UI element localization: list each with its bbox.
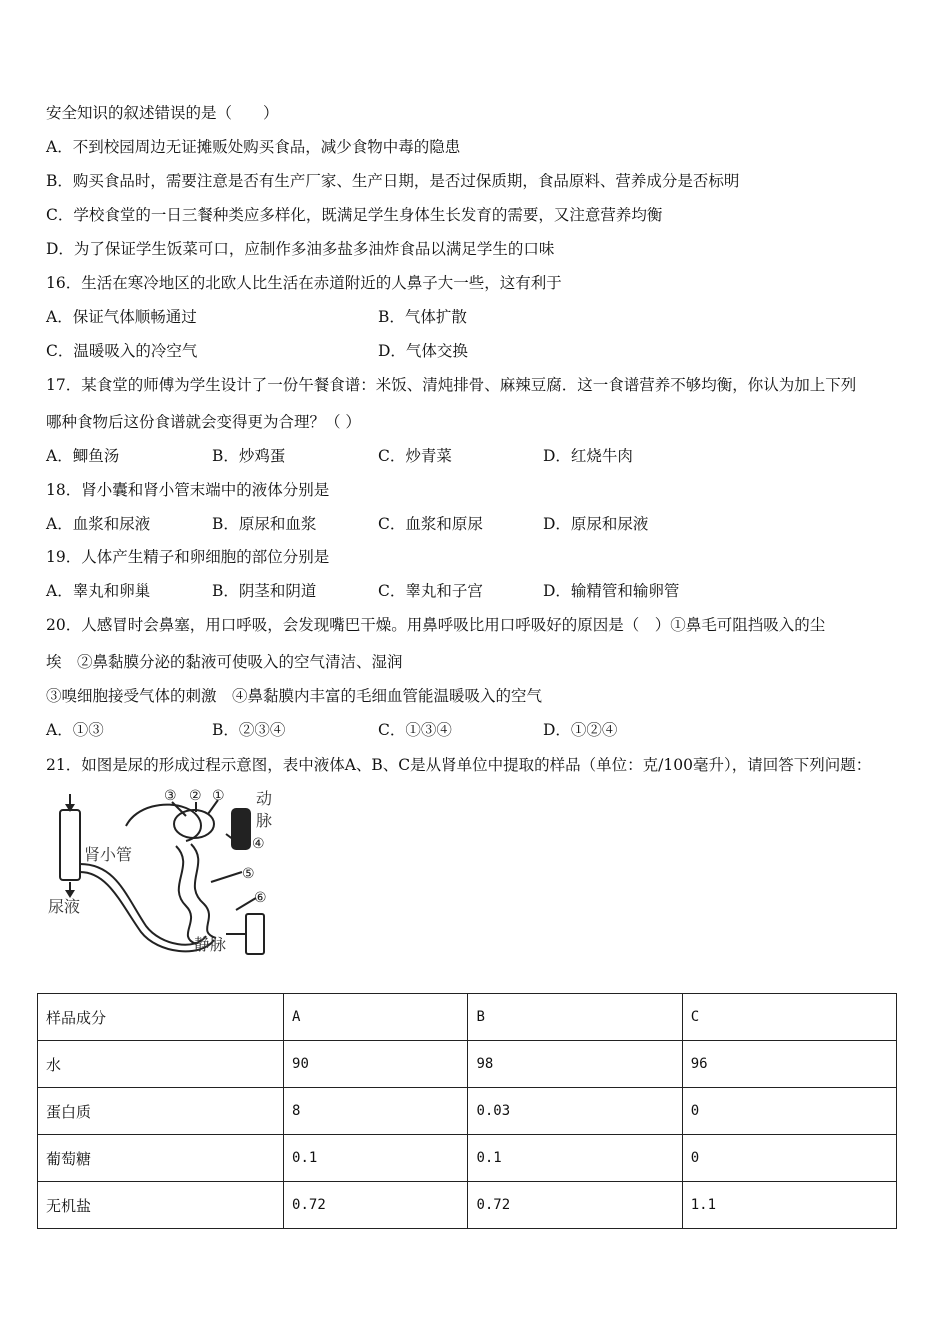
table-cell: 蛋白质 xyxy=(38,1088,284,1135)
q18-option-d: D．原尿和尿液 xyxy=(543,515,649,533)
sample-table xyxy=(37,993,897,1229)
q16-option-b: B．气体扩散 xyxy=(378,308,467,326)
vein-vessel xyxy=(246,914,264,954)
q15-option-d: D．为了保证学生饭菜可口，应制作多油多盐多油炸食品以满足学生的口味 xyxy=(46,240,555,258)
mark-1: ① xyxy=(212,788,225,804)
vein-label: 静脉 xyxy=(194,935,227,954)
q17-option-c: C．炒青菜 xyxy=(378,447,452,465)
q20-option-b: B．②③④ xyxy=(212,721,286,739)
q19-option-b: B．阴茎和阴道 xyxy=(212,582,317,600)
table-cell: 水 xyxy=(38,1041,284,1088)
table-cell: 90 xyxy=(284,1041,468,1088)
artery-label-2: 脉 xyxy=(256,811,273,830)
header-cell: A xyxy=(284,994,468,1041)
q17-stem-line1: 17．某食堂的师傅为学生设计了一份午餐食谱：米饭、清炖排骨、麻辣豆腐．这一食谱营养不够均衡，你认为加上下列 xyxy=(46,376,857,394)
header-cell: C xyxy=(682,994,896,1041)
q15-option-b: B．购买食品时，需要注意是否有生产厂家、生产日期，是否过保质期，食品原料、营养成分是否标明 xyxy=(46,172,740,190)
table-cell: 98 xyxy=(468,1041,682,1088)
mark-2: ② xyxy=(189,788,202,804)
q20-stem-line3: ③嗅细胞接受气体的刺激 ④鼻黏膜内丰富的毛细血管能温暖吸入的空气 xyxy=(46,687,543,705)
q20-stem-line2: 埃 ②鼻黏膜分泌的黏液可使吸入的空气清洁、湿润 xyxy=(46,653,403,671)
table-row xyxy=(38,1135,897,1182)
artery-vessel xyxy=(231,808,251,850)
q19-option-a: A．睾丸和卵巢 xyxy=(46,582,151,600)
table-cell: 96 xyxy=(682,1041,896,1088)
table-cell: 1.1 xyxy=(682,1182,896,1229)
mark-4: ④ xyxy=(252,836,265,852)
q17-option-a: A．鲫鱼汤 xyxy=(46,447,120,465)
q17-stem-line2: 哪种食物后这份食谱就会变得更为合理？（ ） xyxy=(46,413,361,431)
table-cell: 8 xyxy=(284,1088,468,1135)
table-cell: 0.72 xyxy=(284,1182,468,1229)
q18-stem: 18．肾小囊和肾小管末端中的液体分别是 xyxy=(46,481,330,499)
capillary-network xyxy=(176,846,196,944)
q18-option-c: C．血浆和原尿 xyxy=(378,515,483,533)
q20-option-c: C．①③④ xyxy=(378,721,452,739)
table-cell: 0.72 xyxy=(468,1182,682,1229)
mark-5: ⑤ xyxy=(242,866,255,882)
header-cell: 样品成分 xyxy=(38,994,284,1041)
q16-stem: 16．生活在寒冷地区的北欧人比生活在赤道附近的人鼻子大一些，这有利于 xyxy=(46,274,562,292)
q16-option-a: A．保证气体顺畅通过 xyxy=(46,308,197,326)
table-cell: 葡萄糖 xyxy=(38,1135,284,1182)
q18-option-b: B．原尿和血浆 xyxy=(212,515,317,533)
table-row xyxy=(38,1088,897,1135)
q15-stem: 安全知识的叙述错误的是（ ） xyxy=(46,104,279,122)
q16-option-d: D．气体交换 xyxy=(378,342,468,360)
q17-option-b: B．炒鸡蛋 xyxy=(212,447,286,465)
urine-label: 尿液 xyxy=(48,897,81,916)
table-row xyxy=(38,1041,897,1088)
q17-option-d: D．红烧牛肉 xyxy=(543,447,633,465)
q20-stem-line1: 20．人感冒时会鼻塞，用口呼吸，会发现嘴巴干燥。用鼻呼吸比用口呼吸好的原因是（ ）①鼻毛可阻挡吸入的尘 xyxy=(46,616,826,634)
q19-option-d: D．输精管和输卵管 xyxy=(543,582,680,600)
q20-option-d: D．①②④ xyxy=(543,721,618,739)
table-cell: 0 xyxy=(682,1135,896,1182)
q21-stem: 21．如图是尿的形成过程示意图，表中液体A、B、C是从肾单位中提取的样品（单位：克/100毫升），请回答下列问题： xyxy=(46,756,872,774)
table-cell: 0.1 xyxy=(468,1135,682,1182)
q19-option-c: C．睾丸和子宫 xyxy=(378,582,483,600)
table-cell: 0 xyxy=(682,1088,896,1135)
tubule-label: 肾小管 xyxy=(84,845,133,864)
table-row xyxy=(38,1182,897,1229)
table-cell: 无机盐 xyxy=(38,1182,284,1229)
table-cell: 0.03 xyxy=(468,1088,682,1135)
q19-stem: 19．人体产生精子和卵细胞的部位分别是 xyxy=(46,548,330,566)
mark-6: ⑥ xyxy=(254,890,267,906)
q20-option-a: A．①③ xyxy=(46,721,104,739)
mark-3: ③ xyxy=(164,788,177,804)
q15-option-a: A．不到校园周边无证摊贩处购买食品，减少食物中毒的隐患 xyxy=(46,138,461,156)
table-header-row xyxy=(38,994,897,1041)
q16-option-c: C．温暖吸入的冷空气 xyxy=(46,342,198,360)
q15-option-c: C．学校食堂的一日三餐种类应多样化，既满足学生身体生长发育的需要，又注意营养均衡 xyxy=(46,206,663,224)
nephron-diagram xyxy=(46,786,286,958)
header-cell: B xyxy=(468,994,682,1041)
artery-label-1: 动 xyxy=(256,789,273,808)
q18-option-a: A．血浆和尿液 xyxy=(46,515,151,533)
table-cell: 0.1 xyxy=(284,1135,468,1182)
glomerulus xyxy=(174,810,214,838)
collecting-duct xyxy=(60,810,80,880)
